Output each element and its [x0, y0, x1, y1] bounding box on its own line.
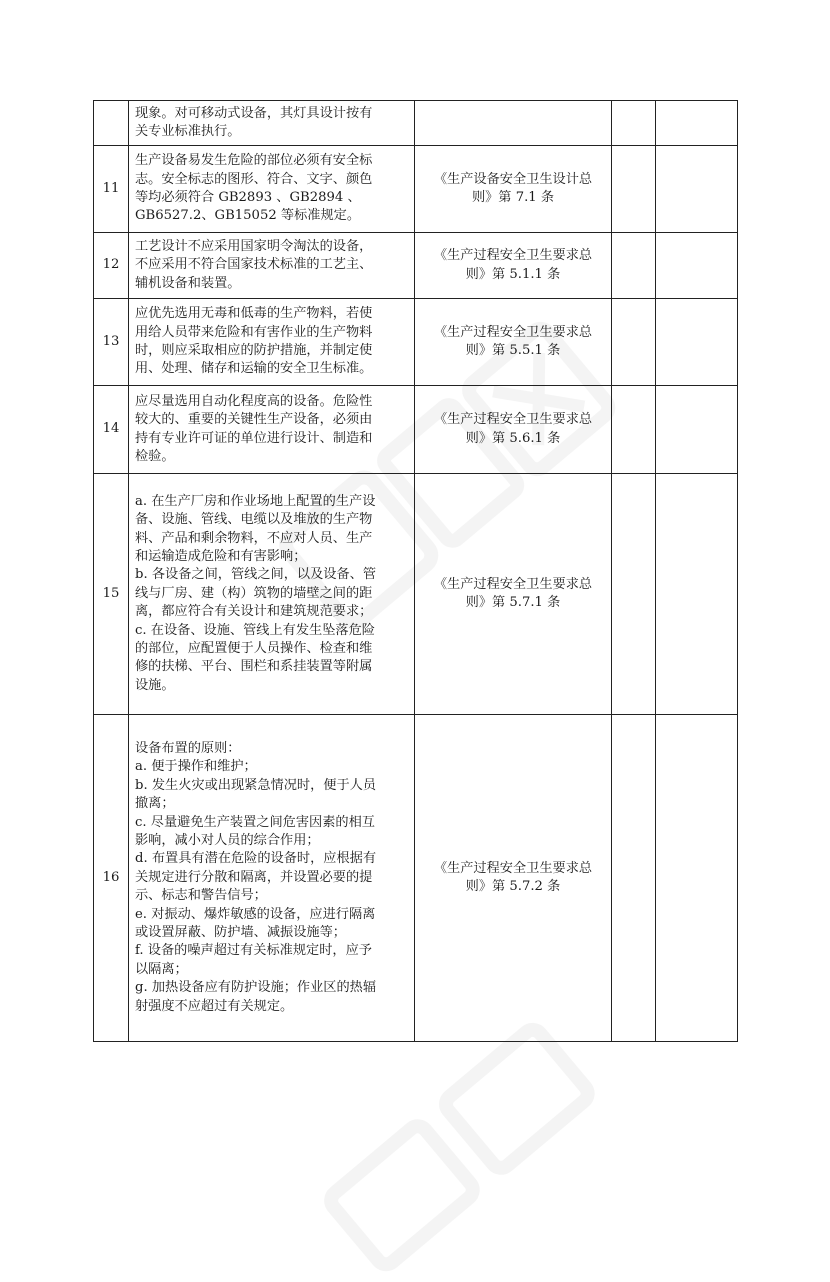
requirement-cell: [129, 715, 415, 1042]
requirement-line: 工艺设计不应采用国家明令淘汰的设备，: [135, 238, 373, 254]
basis-cell: [415, 101, 612, 146]
item-number: [94, 101, 129, 146]
table-row: [94, 101, 738, 146]
check-result-cell: [612, 474, 656, 715]
requirement-line: 撤离；: [135, 796, 175, 812]
table-row: [94, 146, 738, 233]
requirement-line: 用、处理、储存和运输的安全卫生标准。: [135, 361, 373, 377]
requirement-line: b. 各设备之间，管线之间，以及设备、管: [135, 567, 377, 583]
safety-checklist-table: [93, 100, 738, 1042]
requirement-cell: [129, 299, 415, 386]
basis-line: 则》第 5.1.1 条: [465, 266, 561, 282]
requirement-line: f. 设备的噪声超过有关标准规定时，应予: [135, 943, 372, 959]
requirement-line: 等均必须符合 GB2893 、GB2894 、: [135, 190, 361, 205]
requirement-line: 较大的、重要的关键性生产设备，必须由: [135, 412, 373, 428]
basis-cell: [415, 715, 612, 1042]
check-result-cell: [612, 146, 656, 233]
remarks-cell: [656, 386, 738, 474]
requirement-line: 料、产品和剩余物料，不应对人员、生产: [135, 530, 373, 546]
basis-line: 《生产过程安全卫生要求总: [433, 324, 593, 340]
requirement-line: 持有专业许可证的单位进行设计、制造和: [135, 430, 373, 446]
check-result-cell: [612, 386, 656, 474]
item-number: 16: [94, 715, 129, 1042]
requirement-line: e. 对振动、爆炸敏感的设备，应进行隔离: [135, 906, 376, 922]
requirement-line: g. 加热设备应有防护设施；作业区的热辐: [135, 980, 377, 996]
remarks-cell: [656, 146, 738, 233]
requirement-line: 射强度不应超过有关规定。: [135, 998, 294, 1014]
item-number: 11: [94, 146, 129, 233]
requirement-line: 影响，减小对人员的综合作用；: [135, 832, 320, 848]
requirement-line: 线与厂房、建（构）筑物的墙壁之间的距: [135, 585, 373, 601]
table-body: [94, 101, 738, 1042]
requirement-line: GB6527.2、GB15052 等标准规定。: [135, 208, 361, 224]
requirement-line: 设备布置的原则：: [135, 740, 241, 756]
item-number: 12: [94, 233, 129, 299]
basis-line: 则》第 5.7.1 条: [465, 595, 561, 610]
requirement-line: 时，则应采取相应的防护措施，并制定使: [135, 343, 373, 358]
basis-cell: [415, 386, 612, 474]
remarks-cell: [656, 715, 738, 1042]
requirement-cell: [129, 233, 415, 299]
requirement-line: 或设置屏蔽、防护墙、减振设施等；: [135, 925, 346, 941]
remarks-cell: [656, 233, 738, 299]
basis-line: 则》第 5.5.1 条: [465, 343, 561, 358]
requirement-line: 用给人员带来危险和有害作业的生产物料: [135, 324, 373, 340]
requirement-line: 志。安全标志的图形、符合、文字、颜色: [135, 171, 373, 187]
basis-line: 则》第 5.6.1 条: [465, 430, 561, 446]
basis-line: 《生产过程安全卫生要求总: [433, 248, 593, 264]
remarks-cell: [656, 299, 738, 386]
requirement-line: 以隔离；: [135, 961, 188, 977]
basis-line: 则》第 7.1 条: [471, 190, 555, 205]
requirement-line: b. 发生火灾或出现紧急情况时，便于人员: [135, 777, 377, 793]
requirement-line: c. 在设备、设施、管线上有发生坠落危险: [135, 622, 375, 638]
remarks-cell: [656, 101, 738, 146]
basis-line: 则》第 5.7.2 条: [465, 879, 561, 894]
item-number: 13: [94, 299, 129, 386]
basis-line: 《生产过程安全卫生要求总: [433, 860, 593, 876]
requirement-cell: [129, 474, 415, 715]
check-result-cell: [612, 101, 656, 146]
requirement-line: 不应采用不符合国家技术标准的工艺主、: [135, 257, 373, 273]
table-row: [94, 386, 738, 474]
requirement-line: 设施。: [135, 677, 175, 693]
requirement-line: 应优先选用无毒和低毒的生产物料，若使: [135, 306, 373, 322]
table-row: [94, 233, 738, 299]
requirement-line: 现象。对可移动式设备，其灯具设计按有: [135, 105, 373, 121]
requirement-line: 和运输造成危险和有害影响；: [135, 548, 307, 564]
requirement-line: a. 在生产厂房和作业场地上配置的生产设: [135, 493, 376, 509]
requirement-line: 的部位，应配置便于人员操作、检查和维: [135, 641, 373, 657]
table-row: [94, 715, 738, 1042]
requirement-cell: [129, 386, 415, 474]
basis-cell: [415, 146, 612, 233]
basis-line: 《生产设备安全卫生设计总: [433, 171, 593, 187]
basis-cell: [415, 299, 612, 386]
requirement-cell: [129, 146, 415, 233]
requirement-cell: [129, 101, 415, 146]
requirement-line: 应尽量选用自动化程度高的设备。危险性: [135, 393, 373, 409]
basis-line: 《生产过程安全卫生要求总: [433, 412, 593, 428]
requirement-line: 生产设备易发生危险的部位必须有安全标: [135, 153, 373, 169]
requirement-line: 辅机设备和装置。: [135, 275, 241, 291]
requirement-line: 备、设施、管线、电缆以及堆放的生产物: [135, 512, 373, 528]
check-result-cell: [612, 299, 656, 386]
remarks-cell: [656, 474, 738, 715]
requirement-line: 检验。: [135, 448, 175, 464]
basis-cell: [415, 233, 612, 299]
requirement-line: 修的扶梯、平台、围栏和系挂装置等附属: [135, 659, 373, 675]
requirement-line: 示、标志和警告信号；: [135, 888, 267, 904]
table-row: [94, 299, 738, 386]
requirement-line: c. 尽量避免生产装置之间危害因素的相互: [135, 814, 375, 830]
requirement-line: 关专业标准执行。: [135, 124, 241, 139]
item-number: 14: [94, 386, 129, 474]
check-result-cell: [612, 715, 656, 1042]
requirement-line: a. 便于操作和维护；: [135, 759, 257, 775]
requirement-line: d. 布置具有潜在危险的设备时，应根据有: [135, 851, 377, 867]
check-result-cell: [612, 233, 656, 299]
requirement-line: 关规定进行分散和隔离，并设置必要的提: [135, 869, 373, 885]
basis-cell: [415, 474, 612, 715]
item-number: 15: [94, 474, 129, 715]
requirement-line: 离，都应符合有关设计和建筑规范要求；: [135, 604, 373, 620]
basis-line: 《生产过程安全卫生要求总: [433, 576, 593, 592]
table-row: [94, 474, 738, 715]
